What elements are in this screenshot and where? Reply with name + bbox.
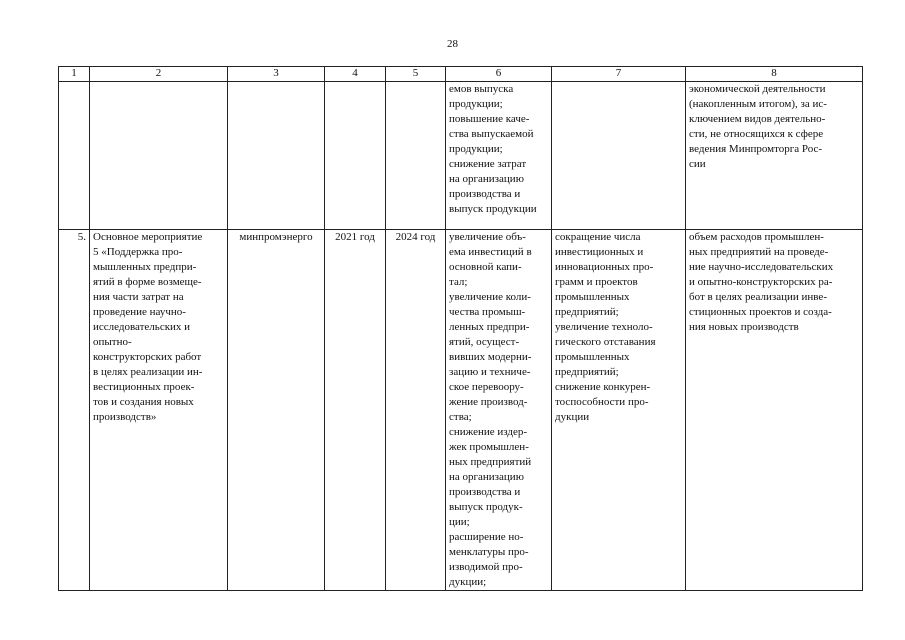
end-year-cell: 2024 год	[386, 230, 446, 591]
text-line: ятий в форме возмеще-	[93, 276, 202, 288]
text-line: промышленных	[555, 291, 630, 303]
text-line: промышленных	[555, 351, 630, 363]
text-line: снижение издер-	[449, 426, 528, 438]
executor-cell: минпромэнерго	[228, 230, 325, 591]
column-header: 1	[59, 67, 90, 82]
text-line: ключением видов деятельно-	[689, 113, 826, 125]
column-header: 3	[228, 67, 325, 82]
text-line: стиционных проектов и созда-	[689, 306, 832, 318]
text-line: ское перевоору-	[449, 381, 524, 393]
start-year-cell: 2021 год	[325, 230, 386, 591]
text-line: дукции	[555, 411, 590, 423]
text-line: вивших модерни-	[449, 351, 532, 363]
text-line: предприятий;	[555, 366, 619, 378]
text-line: увеличение объ-	[449, 231, 526, 243]
text-line: увеличение коли-	[449, 291, 531, 303]
text-line: ных предприятий на проведе-	[689, 246, 829, 258]
row-number-cell: 5.	[59, 230, 90, 591]
table-cell	[386, 82, 446, 230]
text-line: конструкторских работ	[93, 351, 202, 363]
text-line: зацию и техниче-	[449, 366, 531, 378]
text-line: ния части затрат на	[93, 291, 184, 303]
text-line: на организацию	[449, 173, 524, 185]
page-number: 28	[447, 38, 458, 50]
text-line: дукции;	[449, 576, 487, 588]
text-line: выпуск продукции	[449, 203, 537, 215]
text-line: производства и	[449, 188, 521, 200]
text-line: мышленных предпри-	[93, 261, 197, 273]
text-line: вестиционных проек-	[93, 381, 195, 393]
continuation-col6-cell	[446, 82, 552, 230]
text-line: тоспособности про-	[555, 396, 649, 408]
table-cell	[325, 82, 386, 230]
text-line: расширение но-	[449, 531, 524, 543]
column-header: 6	[446, 67, 552, 82]
text-line: тал;	[449, 276, 468, 288]
text-line: тов и создания новых	[93, 396, 194, 408]
text-line: продукции;	[449, 98, 503, 110]
text-line: экономической деятельности	[689, 83, 826, 95]
text-line: инновационных про-	[555, 261, 654, 273]
continuation-col8-cell	[686, 82, 863, 230]
text-line: ных предприятий	[449, 456, 532, 468]
text-line: Основное мероприятие	[93, 231, 203, 243]
text-line: гического отставания	[555, 336, 656, 348]
table-row	[59, 230, 863, 591]
column-header: 5	[386, 67, 446, 82]
table-cell	[552, 82, 686, 230]
text-line: ние научно-исследовательских	[689, 261, 834, 273]
text-line: исследовательских и	[93, 321, 191, 333]
text-line: ятий, осущест-	[449, 336, 520, 348]
text-line: ленных предпри-	[449, 321, 530, 333]
text-line: жек промышлен-	[449, 441, 529, 453]
text-line: грамм и проектов	[555, 276, 638, 288]
text-line: ства выпускаемой	[449, 128, 534, 140]
text-line: продукции;	[449, 143, 503, 155]
text-line: ема инвестиций в	[449, 246, 532, 258]
column-header: 7	[552, 67, 686, 82]
text-line: сти, не относящихся к сфере	[689, 128, 824, 140]
text-line: основной капи-	[449, 261, 522, 273]
column-header: 4	[325, 67, 386, 82]
table-cell	[59, 82, 90, 230]
document-table	[58, 66, 863, 591]
text-line: и опытно-конструкторских ра-	[689, 276, 833, 288]
table-cell	[228, 82, 325, 230]
text-line: чества промыш-	[449, 306, 526, 318]
text-line: (накопленным итогом), за ис-	[689, 98, 827, 110]
text-line: опытно-	[93, 336, 132, 348]
text-line: менклатуры про-	[449, 546, 529, 558]
text-line: ства;	[449, 411, 472, 423]
text-line: снижение затрат	[449, 158, 527, 170]
text-line: выпуск продук-	[449, 501, 523, 513]
text-line: сии	[689, 158, 706, 170]
text-line: сокращение числа	[555, 231, 641, 243]
text-line: ведения Минпромторга Рос-	[689, 143, 823, 155]
continuation-row	[59, 82, 863, 230]
column-header: 2	[90, 67, 228, 82]
text-line: предприятий;	[555, 306, 619, 318]
text-line: проведение научно-	[93, 306, 186, 318]
text-line: ции;	[449, 516, 470, 528]
table-cell	[90, 82, 228, 230]
text-line: емов выпуска	[449, 83, 514, 95]
text-line: снижение конкурен-	[555, 381, 651, 393]
text-line: ния новых производств	[689, 321, 799, 333]
text-line: 5 «Поддержка про-	[93, 246, 183, 258]
text-line: инвестиционных и	[555, 246, 644, 258]
indicator-cell	[686, 230, 863, 591]
text-line: повышение каче-	[449, 113, 530, 125]
text-line: жение производ-	[449, 396, 528, 408]
measure-name-cell	[90, 230, 228, 591]
text-line: в целях реализации ин-	[93, 366, 203, 378]
text-line: производств»	[93, 411, 157, 423]
header-row	[59, 67, 863, 82]
text-line: производства и	[449, 486, 521, 498]
expected-results-cell	[446, 230, 552, 591]
text-line: изводимой про-	[449, 561, 523, 573]
text-line: объем расходов промышлен-	[689, 231, 824, 243]
consequences-cell	[552, 230, 686, 591]
text-line: увеличение техноло-	[555, 321, 653, 333]
text-line: бот в целях реализации инве-	[689, 291, 827, 303]
column-header: 8	[686, 67, 863, 82]
text-line: на организацию	[449, 471, 524, 483]
